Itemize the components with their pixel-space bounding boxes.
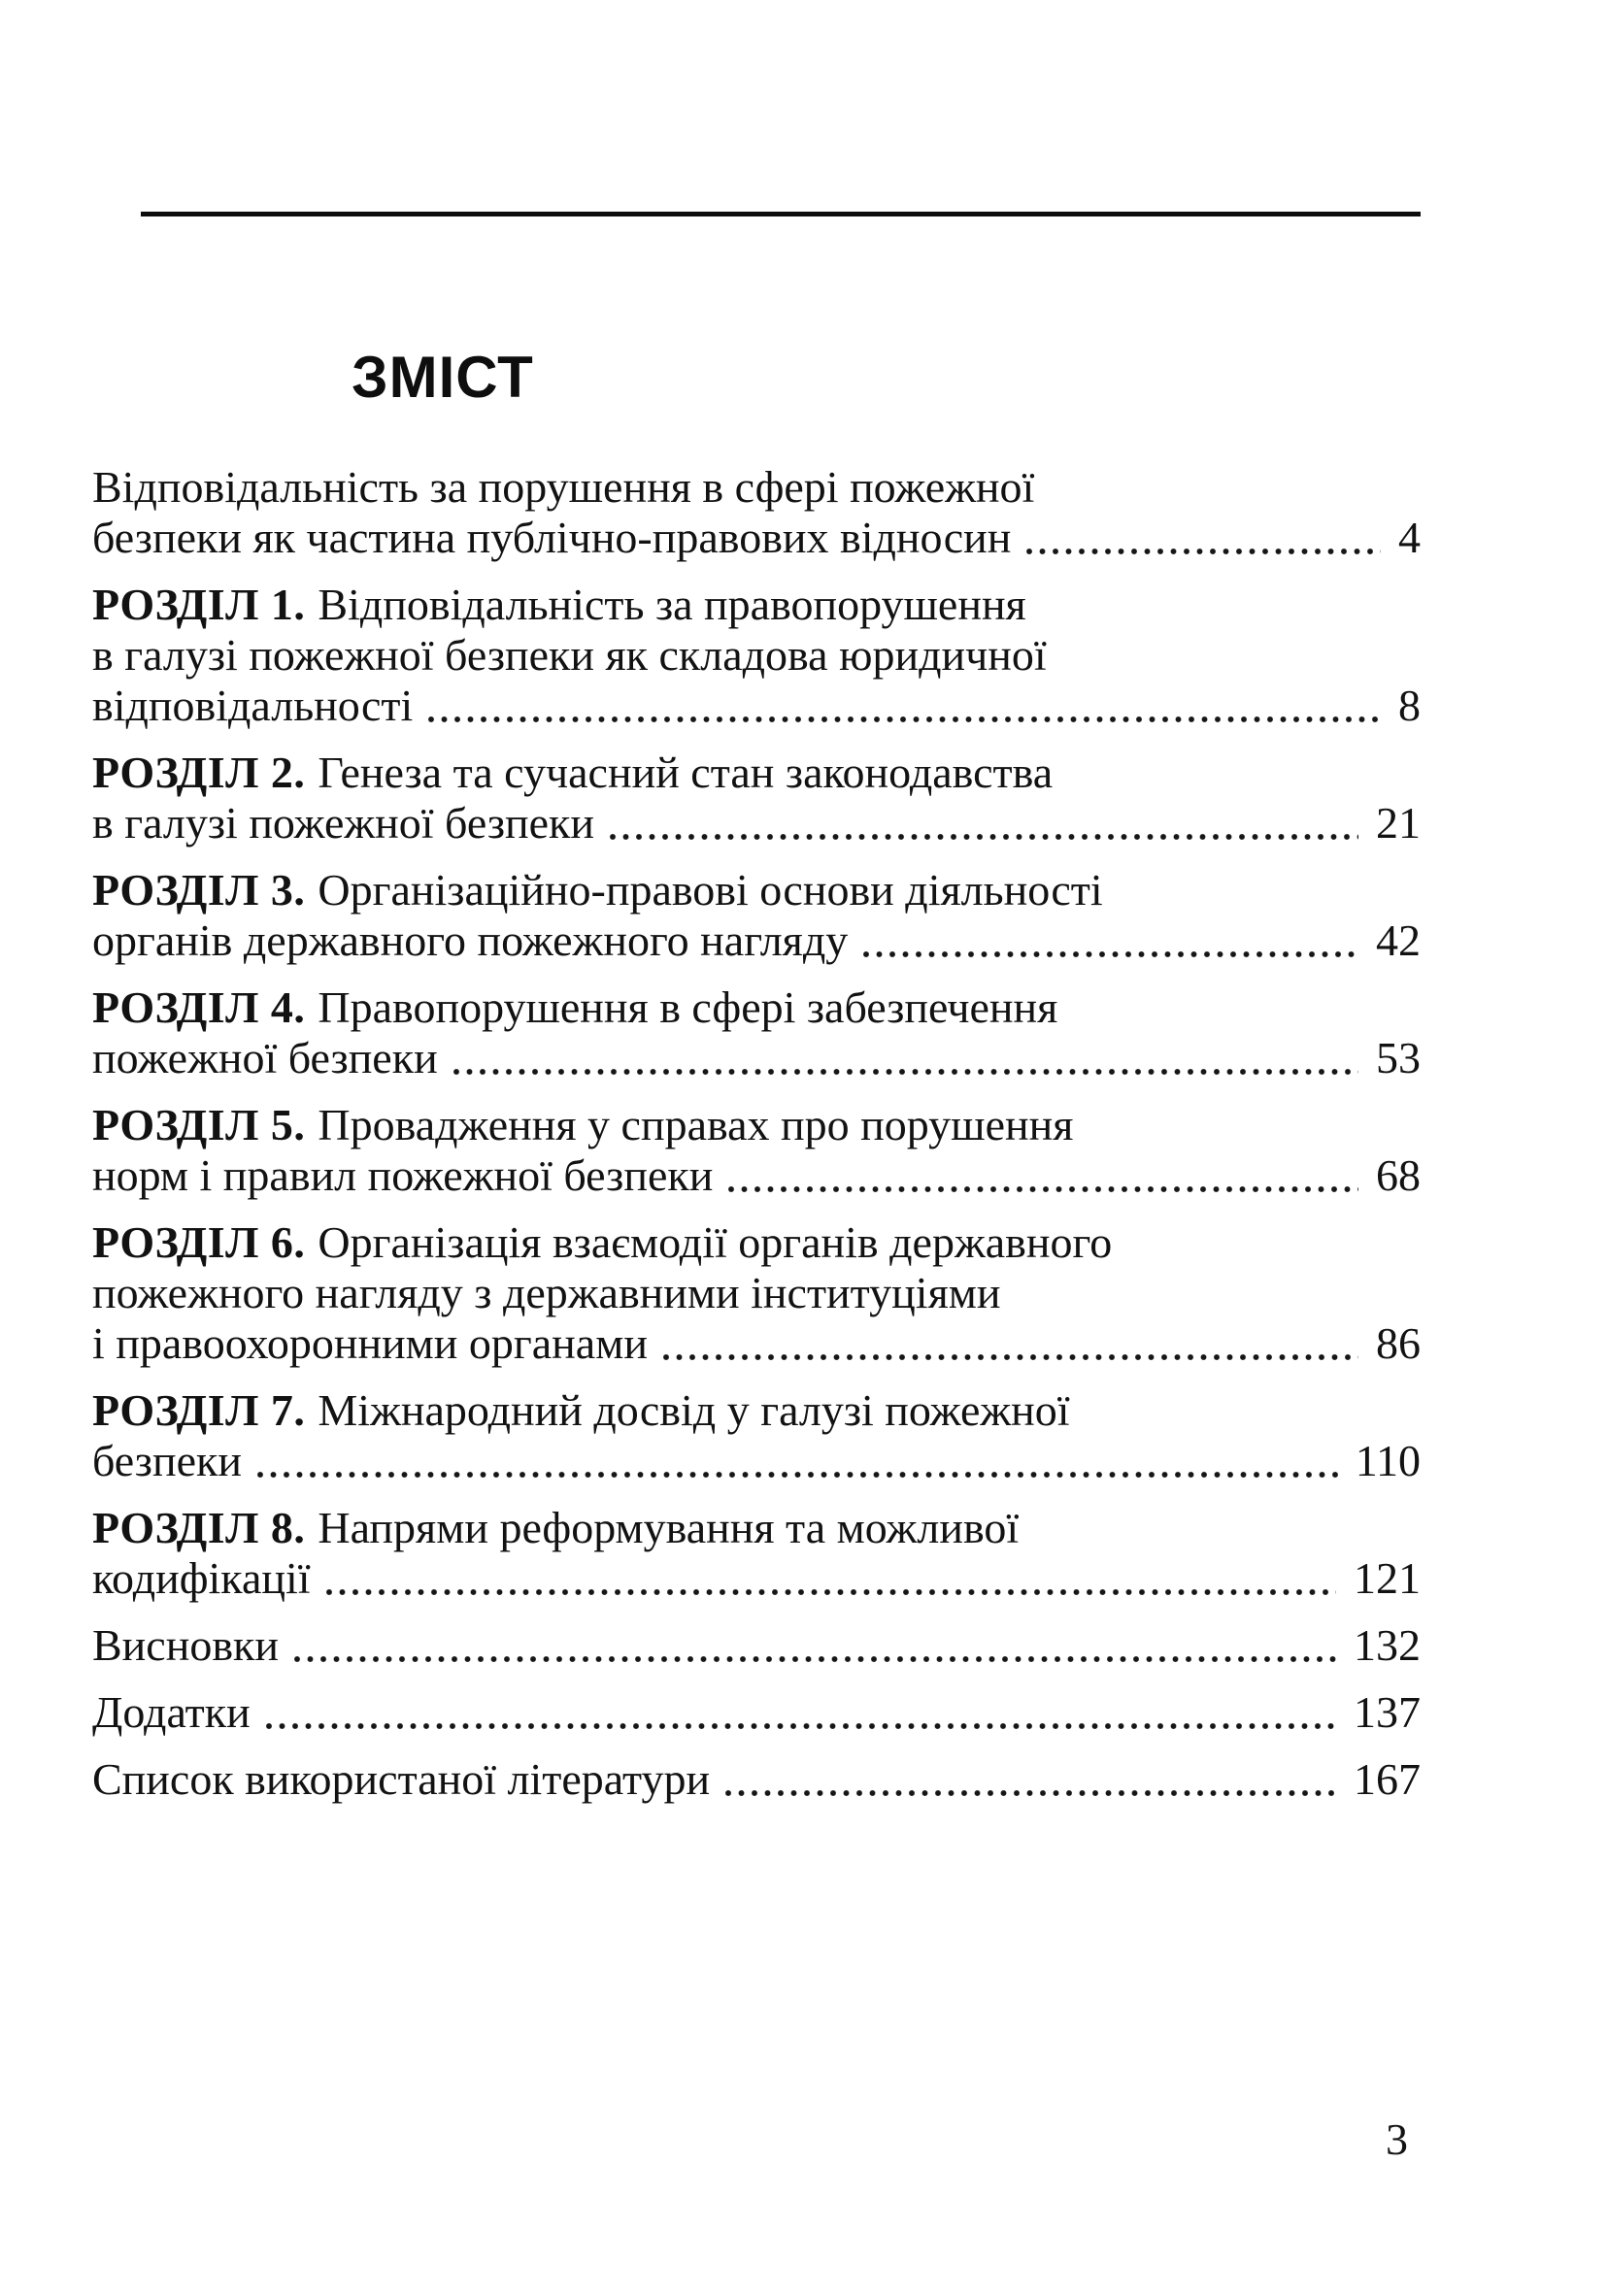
toc-entry-chapter-label: РОЗДІЛ 1. [92, 580, 306, 629]
toc-entry-text: органів державного пожежного нагляду [92, 915, 849, 965]
toc-entry-line [92, 1033, 1421, 1083]
toc-entry-line [92, 1436, 1421, 1486]
toc-entry-text: безпеки [92, 1436, 242, 1485]
toc-entry-text: Висновки [92, 1620, 280, 1670]
toc-entry-line [92, 748, 1421, 798]
toc-entry-line [92, 1385, 1421, 1436]
toc-entry-line [92, 1217, 1421, 1268]
toc-entry-text: Генеза та сучасний стан законодавства [318, 748, 1054, 797]
toc-page-number: 42 [1376, 915, 1421, 965]
toc-page-number: 21 [1376, 798, 1421, 848]
dot-leader [610, 833, 1358, 841]
toc-entry-line [92, 1268, 1421, 1318]
dot-leader [1026, 548, 1381, 555]
toc-entry-line [92, 798, 1421, 849]
toc-entry-text: Відповідальність за правопорушення [318, 580, 1026, 629]
toc-entry-line [92, 681, 1421, 731]
toc-entry-text: Додатки [92, 1687, 251, 1737]
toc-entry-text: Напрями реформування та можливої [318, 1503, 1020, 1552]
toc-entry-line [92, 1754, 1421, 1805]
toc-page-number: 8 [1398, 681, 1421, 730]
dot-leader [294, 1655, 1336, 1663]
toc-entry-text: Відповідальність за порушення в сфері пожежної [92, 462, 1035, 512]
toc-entry-line [92, 915, 1421, 966]
toc-page-number: 167 [1354, 1754, 1421, 1804]
toc-entry-text: пожежної безпеки [92, 1033, 438, 1082]
dot-leader [728, 1185, 1358, 1193]
toc-entry-chapter-label: РОЗДІЛ 5. [92, 1100, 306, 1149]
dot-leader [266, 1722, 1336, 1730]
toc-entry-line [92, 1503, 1421, 1553]
toc-entry-line [92, 1553, 1421, 1604]
toc-page-number: 132 [1354, 1620, 1421, 1670]
toc-entry [92, 1385, 1421, 1486]
dot-leader [326, 1588, 1336, 1596]
toc-entry-text: норм і правил пожежної безпеки [92, 1150, 714, 1200]
toc-page-number: 110 [1355, 1436, 1421, 1485]
toc-list [92, 462, 1421, 1821]
toc-entry-text: Організаційно-правові основи діяльності [318, 865, 1103, 915]
dot-leader [663, 1353, 1358, 1361]
dot-leader [257, 1471, 1338, 1479]
toc-page-number: 86 [1376, 1318, 1421, 1368]
dot-leader [863, 950, 1358, 958]
toc-entry-line [92, 1687, 1421, 1738]
toc-entry-text: Правопорушення в сфері забезпечення [318, 982, 1058, 1032]
toc-entry-line [92, 982, 1421, 1033]
page-title: ЗМІСТ [352, 345, 534, 410]
toc-entry [92, 462, 1421, 563]
dot-leader [453, 1068, 1358, 1076]
toc-entry [92, 1687, 1421, 1738]
dot-leader [725, 1789, 1336, 1797]
toc-entry [92, 580, 1421, 731]
toc-page-number: 4 [1398, 513, 1421, 562]
toc-page-number: 137 [1354, 1687, 1421, 1737]
toc-entry-chapter-label: РОЗДІЛ 7. [92, 1385, 306, 1435]
toc-entry-line [92, 1100, 1421, 1150]
toc-entry-text: і правоохоронними органами [92, 1318, 648, 1368]
toc-entry-text: Список використаної літератури [92, 1754, 711, 1804]
toc-entry-line [92, 1150, 1421, 1201]
header-rule [141, 212, 1421, 216]
toc-entry [92, 1754, 1421, 1805]
toc-page-number: 68 [1376, 1150, 1421, 1200]
toc-entry [92, 748, 1421, 849]
dot-leader [428, 715, 1381, 723]
toc-entry-text: Провадження у справах про порушення [318, 1100, 1074, 1149]
toc-entry-chapter-label: РОЗДІЛ 3. [92, 865, 306, 915]
toc-entry-chapter-label: РОЗДІЛ 4. [92, 982, 306, 1032]
toc-entry-text: відповідальності [92, 681, 414, 730]
toc-entry [92, 982, 1421, 1083]
toc-entry-line [92, 1318, 1421, 1369]
toc-entry-text: Міжнародний досвід у галузі пожежної [318, 1385, 1070, 1435]
toc-entry-text: Організація взаємодії органів державного [318, 1217, 1113, 1267]
toc-entry [92, 1100, 1421, 1201]
toc-entry-chapter-label: РОЗДІЛ 8. [92, 1503, 306, 1552]
toc-page-number: 121 [1354, 1553, 1421, 1603]
toc-entry [92, 1503, 1421, 1604]
toc-page-number: 53 [1376, 1033, 1421, 1082]
toc-entry-text: кодифікації [92, 1553, 311, 1603]
toc-entry-line [92, 630, 1421, 681]
toc-entry-line [92, 513, 1421, 563]
toc-entry [92, 1620, 1421, 1671]
toc-entry-text: пожежного нагляду з державними інституціями [92, 1268, 1001, 1317]
toc-entry [92, 1217, 1421, 1369]
toc-entry-line [92, 865, 1421, 915]
toc-entry-text: в галузі пожежної безпеки [92, 798, 595, 848]
toc-entry-text: безпеки як частина публічно-правових відносин [92, 513, 1012, 562]
toc-entry-chapter-label: РОЗДІЛ 2. [92, 748, 306, 797]
toc-entry-line [92, 580, 1421, 630]
footer-page-number: 3 [1386, 2114, 1408, 2164]
toc-entry [92, 865, 1421, 966]
toc-entry-chapter-label: РОЗДІЛ 6. [92, 1217, 306, 1267]
toc-entry-line [92, 1620, 1421, 1671]
toc-entry-text: в галузі пожежної безпеки як складова юридичної [92, 630, 1047, 680]
toc-entry-line [92, 462, 1421, 513]
